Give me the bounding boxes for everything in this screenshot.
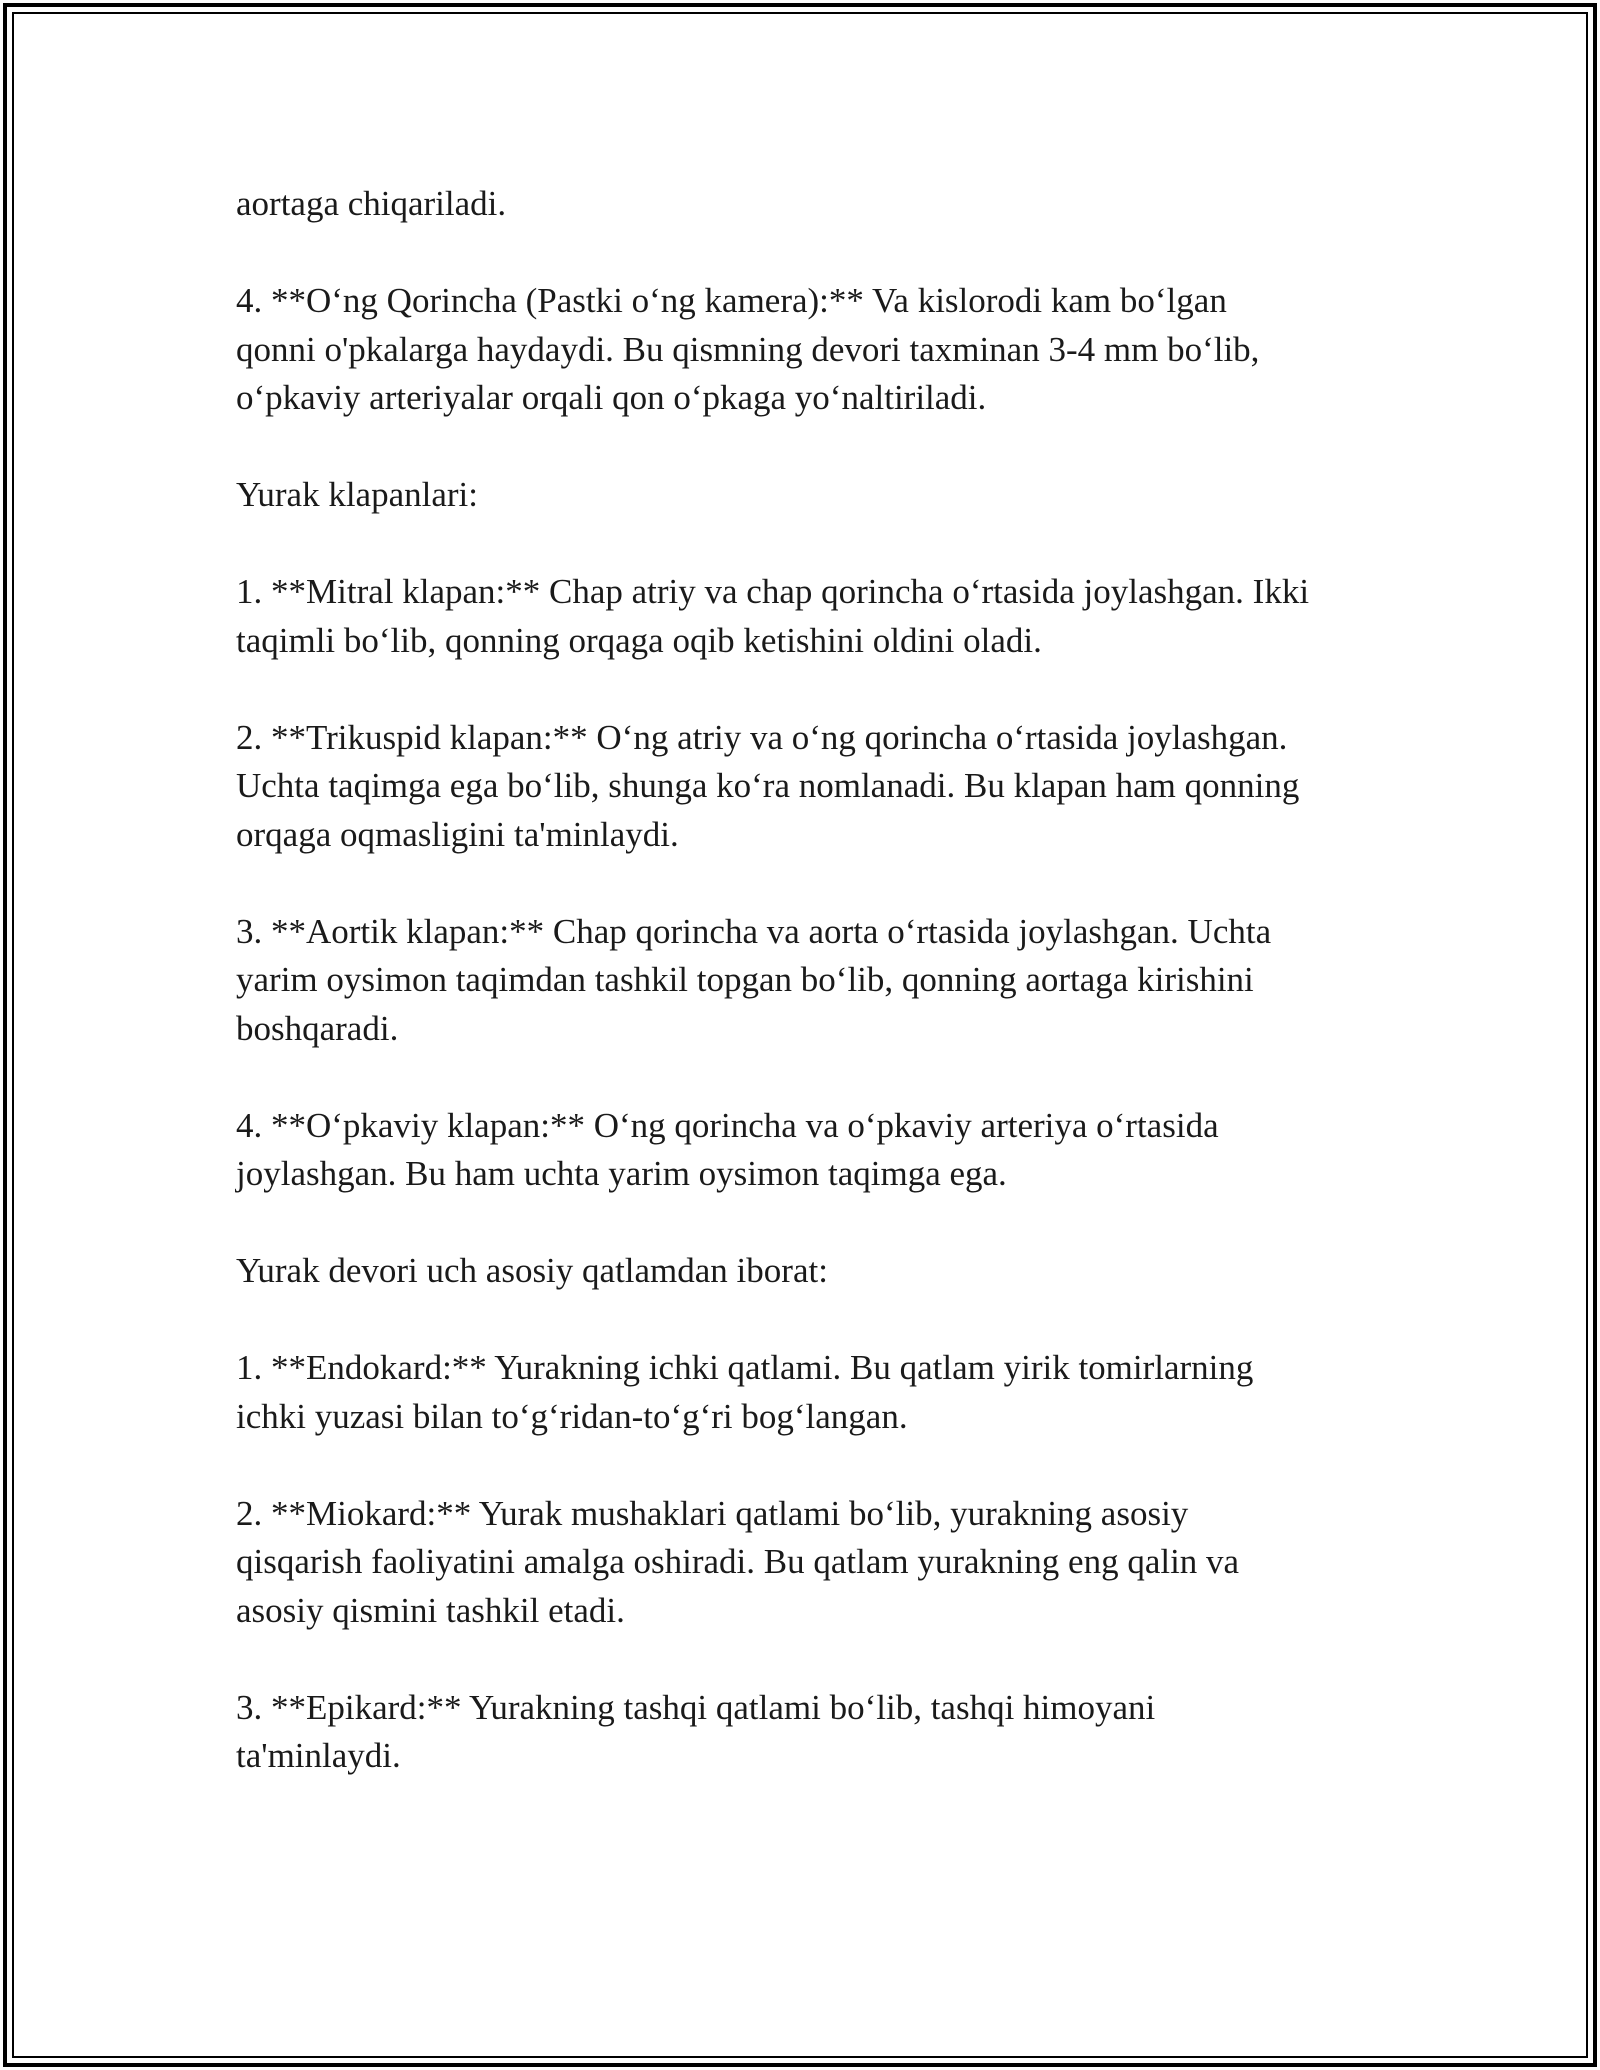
heading-heart-wall-layers: Yurak devori uch asosiy qatlamdan iborat:	[236, 1251, 828, 1290]
heading-heart-valves: Yurak klapanlari:	[236, 475, 478, 514]
paragraph-myocardium: 2. **Miokard:** Yurak mushaklari qatlami bo‘lib, yurakning asosiy qisqarish faoliyatini amalga oshiradi. Bu qatlam yurakning eng qalin va asosiy qismini tashkil etadi.	[236, 1493, 1240, 1630]
paragraph-mitral-valve: 1. **Mitral klapan:** Chap atriy va chap qorincha o‘rtasida joylashgan. Ikki taqimli bo‘lib, qonning orqaga oqib ketishini oldini oladi.	[236, 572, 1310, 660]
paragraph-epicardium: 3. **Epikard:** Yurakning tashqi qatlami bo‘lib, tashqi himoyani ta'minlaydi.	[236, 1687, 1156, 1775]
document-body	[236, 180, 1386, 1829]
paragraph-aorta-continuation: aortaga chiqariladi.	[236, 184, 507, 223]
paragraph-right-ventricle: 4. **O‘ng Qorincha (Pastki o‘ng kamera):** Va kislorodi kam bo‘lgan qonni o'pkalarga haydaydi. Bu qismning devori taxminan 3-4 mm bo‘lib, o‘pkaviy arteriyalar orqali qon o‘pkaga yo‘naltiriladi.	[236, 281, 1260, 417]
paragraph-endocardium: 1. **Endokard:** Yurakning ichki qatlami. Bu qatlam yirik tomirlarning ichki yuzasi bilan to‘g‘ridan-to‘g‘ri bog‘langan.	[236, 1348, 1254, 1436]
paragraph-tricuspid-valve: 2. **Trikuspid klapan:** O‘ng atriy va o‘ng qorincha o‘rtasida joylashgan. Uchta taqimga ega bo‘lib, shunga ko‘ra nomlanadi. Bu klapan ham qonning orqaga oqmasligini ta'minlaydi.	[236, 717, 1300, 854]
paragraph-pulmonary-valve: 4. **O‘pkaviy klapan:** O‘ng qorincha va o‘pkaviy arteriya o‘rtasida joylashgan. Bu ham uchta yarim oysimon taqimga ega.	[236, 1105, 1219, 1193]
paragraph-aortic-valve: 3. **Aortik klapan:** Chap qorincha va aorta o‘rtasida joylashgan. Uchta yarim oysimon taqimdan tashkil topgan bo‘lib, qonning aortaga kirishini boshqaradi.	[236, 911, 1272, 1048]
